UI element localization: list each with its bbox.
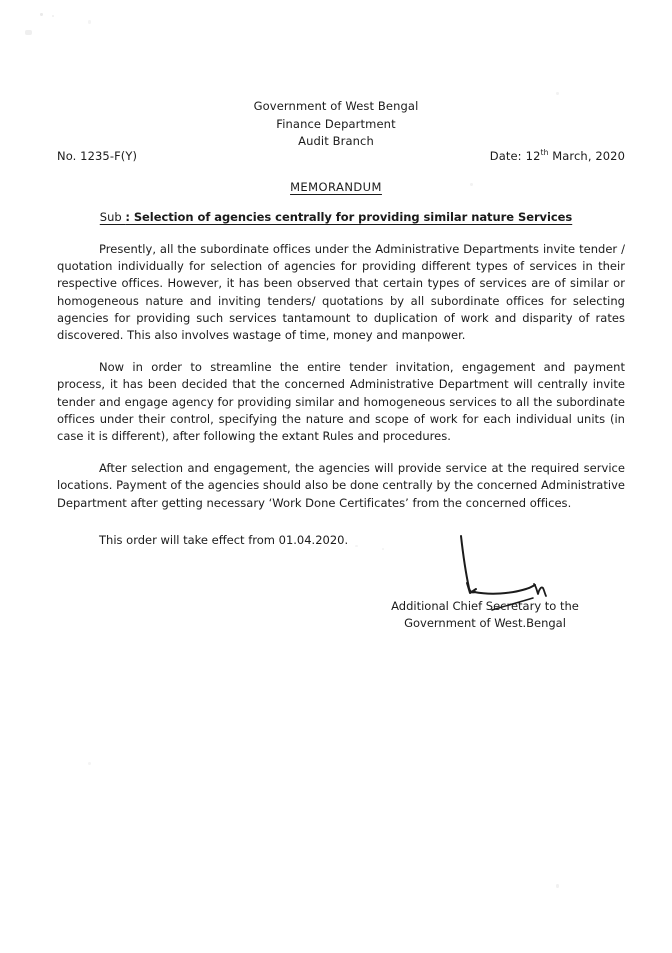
memo-date [490,149,625,164]
memo-number: No. 1235-F(Y) [57,149,138,163]
scan-speckle [556,92,559,95]
scan-speckle [25,30,32,35]
paragraph-2: Now in order to streamline the entire tender invitation, engagement and payment process, it has been decided that the concerned Administrative Department will centrally invite tender and engage agency for providing similar and homogeneous services to all the subordinate offices under their control, specifying the nature and scope of work for each individual units (in case it is different), after following the extant Rules and procedures. [57,360,625,444]
document-title [0,180,672,194]
scan-speckle [88,762,91,765]
letterhead-government: Government of West Bengal [253,99,419,113]
scan-speckle [88,20,91,24]
date-month-year: March, 2020 [552,149,625,163]
paragraph-3: After selection and engagement, the agencies will provide service at the required service locations. Payment of the agencies should also be done centrally by the concerned Administrative Department after getting necessary ‘Work Done Certificates’ from the concerned offices. [57,461,625,510]
document-body [57,241,625,549]
document-title-text: MEMORANDUM [290,180,382,194]
subject-text: : Selection of agencies centrally for providing similar nature Services [125,210,573,224]
subject-underlined [100,210,572,224]
scan-speckle [52,15,54,17]
date-ordinal-suffix: th [540,148,549,158]
scan-speckle [556,884,559,888]
subject-line [0,210,672,224]
scan-speckle [40,13,43,16]
paragraph-1: Presently, all the subordinate offices under the Administrative Departments invite tender / quotation individually for selection of agencies for providing different types of services in their respective offices. However, it has been observed that certain types of services are of similar or homogeneous nature and inviting tenders/ quotations by all subordinate offices for selecting agencies for providing such services tantamount to duplication of work and disparity of rates discovered. This also involves wastage of time, money and manpower. [57,242,625,343]
letterhead [0,98,672,151]
reference-row [57,149,625,164]
signatory-designation-line-1: Additional Chief Secretary to the [391,599,579,613]
effective-date-line: This order will take effect from 01.04.2020. [99,532,349,547]
letterhead-department: Finance Department [276,116,396,131]
signatory-designation-line-2: Government of West.Bengal [404,615,566,630]
date-label: Date: [489,149,522,163]
signature-block [360,598,610,631]
subject-label: Sub [99,210,126,224]
date-day: 12 [525,149,541,163]
letterhead-branch: Audit Branch [298,134,374,148]
